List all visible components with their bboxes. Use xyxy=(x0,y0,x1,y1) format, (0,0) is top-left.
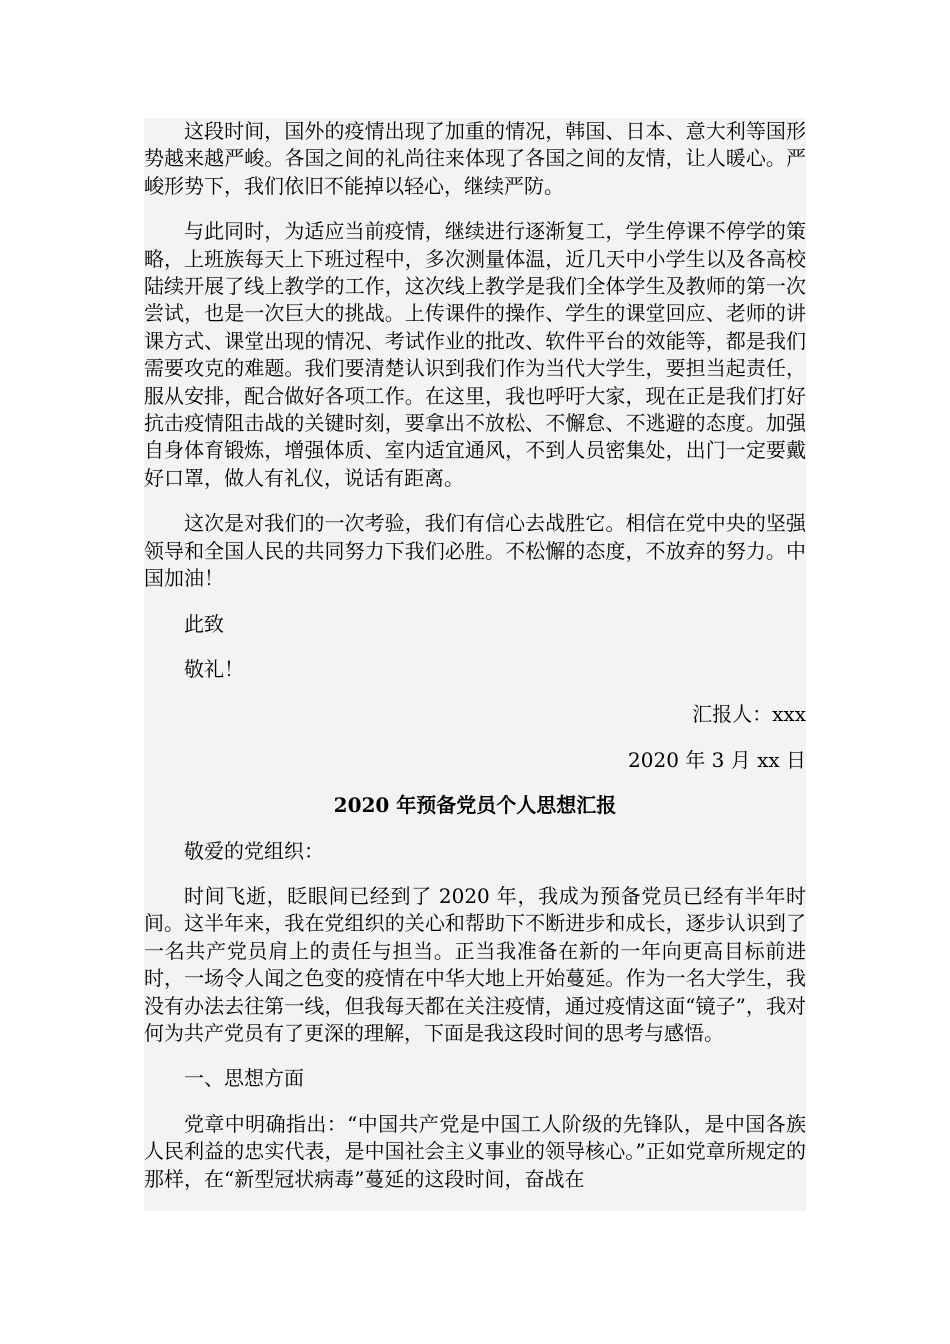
paragraph-foreign-epidemic: 这段时间，国外的疫情出现了加重的情况，韩国、日本、意大利等国形势越来越严峻。各国之间的礼尚往来体现了各国之间的友情，让人暖心。严峻形势下，我们依旧不能掉以轻心，继续严防。 xyxy=(144,119,806,198)
paragraph-online-teaching: 与此同时，为适应当前疫情，继续进行逐渐复工，学生停课不停学的策略，上班族每天上下班过程中，多次测量体温，近几天中小学生以及各高校陆续开展了线上教学的工作，这次线上教学是我们全体学生及教师的第一次尝试，也是一次巨大的挑战。上传课件的操作、学生的课堂回应、老师的讲课方式、课堂出现的情况、考试作业的批改、软件平台的效能等，都是我们需要攻克的难题。我们要清楚认识到我们作为当代大学生，要担当起责任，服从安排，配合做好各项工作。在这里，我也呼吁大家，现在正是我们打好抗击疫情阻击战的关键时刻，要拿出不放松、不懈怠、不逃避的态度。加强自身体育锻炼，增强体质、室内适宜通风，不到人员密集处，出门一定要戴好口罩，做人有礼仪，说话有距离。 xyxy=(144,219,806,490)
paragraph-confidence: 这次是对我们的一次考验，我们有信心去战胜它。相信在党中央的坚强领导和全国人民的共同努力下我们必胜。不松懈的态度，不放弃的努力。中国加油！ xyxy=(144,511,806,591)
paragraph-half-year: 时间飞逝，眨眼间已经到了 2020 年，我成为预备党员已经有半年时间。这半年来，我在党组织的关心和帮助下不断进步和成长，逐步认识到了一名共产党员肩上的责任与担当。正当我准备在新的一年向更高目标前进时，一场令人闻之色变的疫情在中华大地上开始蔓延。作为一名大学生，我没有办法去往第一线，但我每天都在关注疫情，通过疫情这面“镜子”，我对何为共产党员有了更深的理解，下面是我这段时间的思考与感悟。 xyxy=(144,883,806,1045)
report-date: 2020 年 3 月 xx 日 xyxy=(628,747,806,772)
reporter-signature: 汇报人：xxx xyxy=(692,702,806,727)
salutation: 敬爱的党组织： xyxy=(184,838,324,863)
closing-cizhi: 此致 xyxy=(184,611,224,636)
report-title: 2020 年预备党员个人思想汇报 xyxy=(333,793,617,818)
paragraph-party-constitution: 党章中明确指出：“中国共产党是中国工人阶级的先锋队，是中国各族人民利益的忠实代表，是中国社会主义事业的领导核心。”正如党章所规定的那样，在“新型冠状病毒”蔓延的这段时间，奋战在 xyxy=(144,1111,806,1191)
section-heading-thought: 一、思想方面 xyxy=(184,1066,304,1091)
closing-jingli: 敬礼！ xyxy=(184,656,244,681)
document-body xyxy=(144,118,806,1211)
